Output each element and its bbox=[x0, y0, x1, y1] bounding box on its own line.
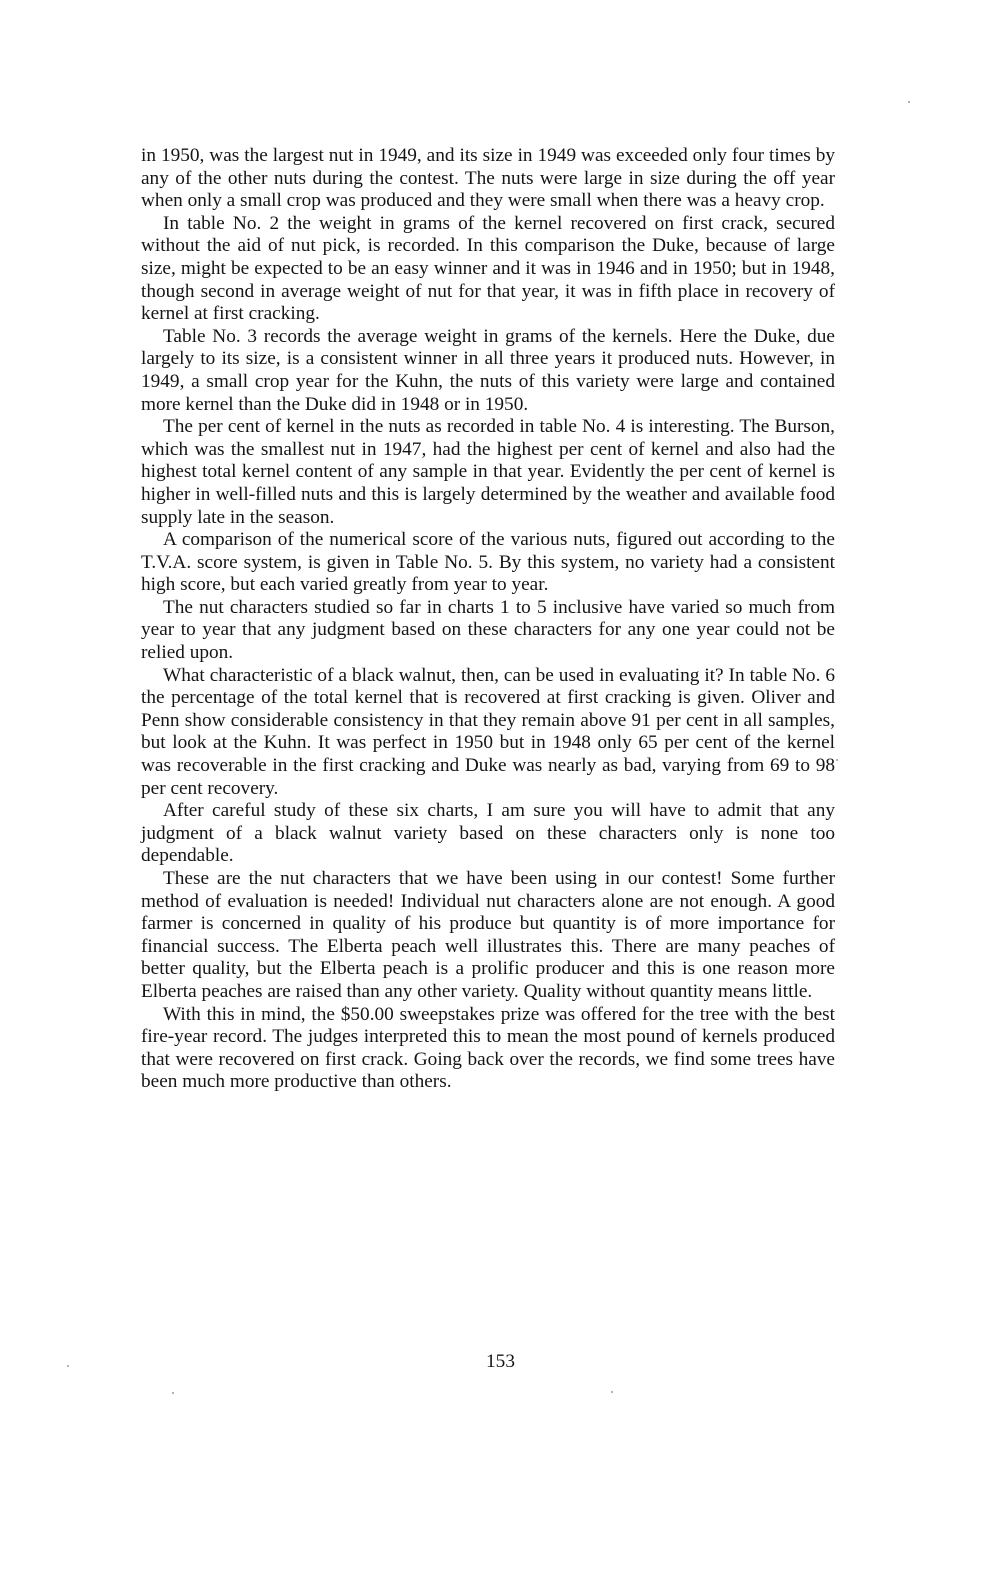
page-number: 153 bbox=[486, 1351, 515, 1372]
scan-speck bbox=[836, 759, 838, 761]
paragraph-10: With this in mind, the $50.00 sweepstakes prize was offered for the tree with the best fire-year record. The judges interpreted this to mean the most pound of kernels produced that were recovered on first crack. Going back over the records, we find some trees have been much more productive than others. bbox=[141, 1003, 835, 1093]
paragraph-4: The per cent of kernel in the nuts as recorded in table No. 4 is interesting. The Burson, which was the smallest nut in 1947, had the highest per cent of kernel and also had the highest total kernel content of any sample in that year. Evidently the per cent of kernel is higher in well-filled nuts and this is largely determined by the weather and available food supply late in the season. bbox=[141, 416, 835, 528]
scan-speck bbox=[172, 1392, 174, 1394]
body-text bbox=[141, 145, 835, 1094]
scan-speck bbox=[67, 1365, 69, 1367]
paragraph-5: A comparison of the numerical score of the various nuts, figured out according to the T.V.A. score system, is given in Table No. 5. By this system, no variety had a consistent high score, but each varied greatly from year to year. bbox=[141, 529, 835, 596]
paragraph-1: in 1950, was the largest nut in 1949, and its size in 1949 was exceeded only four times by any of the other nuts during the contest. The nuts were large in size during the off year when only a small crop was produced and they were small when there was a heavy crop. bbox=[141, 145, 835, 212]
paragraph-6: The nut characters studied so far in charts 1 to 5 inclusive have varied so much from year to year that any judgment based on these characters for any one year could not be relied upon. bbox=[141, 596, 835, 664]
paragraph-9: These are the nut characters that we have been using in our contest! Some further method of evaluation is needed! Individual nut characters alone are not enough. A good farmer is concerned in quality of his produce but quantity is of more importance for financial success. The Elberta peach well illustrates this. There are many peaches of better quality, but the Elberta peach is a prolific producer and this is one reason more Elberta peaches are raised than any other variety. Quality without quantity means little. bbox=[141, 868, 835, 1002]
paragraph-7: What characteristic of a black walnut, then, can be used in evaluating it? In table No. 6 the percentage of the total kernel that is recovered at first cracking is given. Oliver and Penn show considerable consistency in that they remain above 91 per cent in all samples, but look at the Kuhn. It was perfect in 1950 but in 1948 only 65 per cent of the kernel was recoverable in the first cracking and Duke was nearly as bad, varying from 69 to 98 per cent recovery. bbox=[141, 664, 835, 799]
paragraph-3: Table No. 3 records the average weight in grams of the kernels. Here the Duke, due largely to its size, is a consistent winner in all three years it produced nuts. However, in 1949, a small crop year for the Kuhn, the nuts of this variety were large and contained more kernel than the Duke did in 1948 or in 1950. bbox=[141, 325, 835, 415]
paragraph-2: In table No. 2 the weight in grams of the kernel recovered on first crack, secured without the aid of nut pick, is recorded. In this comparison the Duke, because of large size, might be expected to be an easy winner and it was in 1946 and in 1950; but in 1948, though second in average weight of nut for that year, it was in fifth place in recovery of kernel at first cracking. bbox=[141, 212, 835, 325]
scan-speck bbox=[908, 101, 910, 103]
scan-speck bbox=[611, 1391, 613, 1393]
paragraph-8: After careful study of these six charts, I am sure you will have to admit that any judgment of a black walnut variety based on these characters only is none too dependable. bbox=[141, 800, 835, 867]
